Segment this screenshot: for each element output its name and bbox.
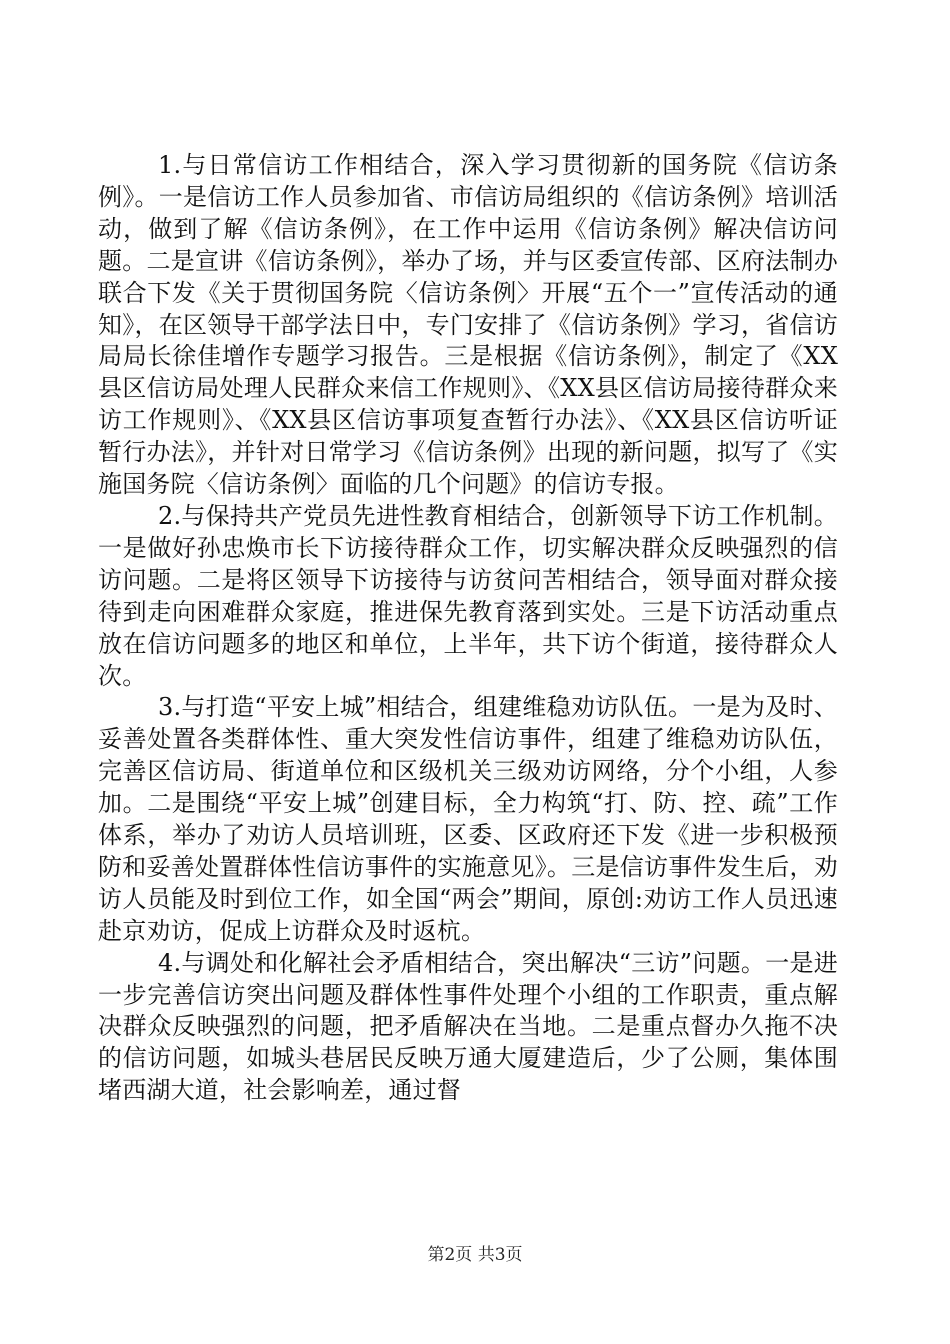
document-body (98, 150, 838, 1107)
paragraph-2: 2.与保持共产党员先进性教育相结合，创新领导下访工作机制。一是做好孙忠焕市长下访接待群众工作，切实解决群众反映强烈的信访问题。二是将区领导下访接待与访贫问苦相结合，领导面对群众接待到走向困难群众家庭，推进保先教育落到实处。三是下访活动重点放在信访问题多的地区和单位，上半年，共下访个街道，接待群众人次。 (98, 501, 838, 690)
page-number-footer: 第2页 共3页 (427, 1245, 523, 1265)
paragraph-1: 1.与日常信访工作相结合，深入学习贯彻新的国务院《信访条例》。一是信访工作人员参加省、市信访局组织的《信访条例》培训活动，做到了解《信访条例》，在工作中运用《信访条例》解决信访问题。二是宣讲《信访条例》，举办了场，并与区委宣传部、区府法制办联合下发《关于贯彻国务院〈信访条例〉开展“五个一”宣传活动的通知》，在区领导干部学法日中，专门安排了《信访条例》学习，省信访局局长徐佳增作专题学习报告。三是根据《信访条例》，制定了《XX县区信访局处理人民群众来信工作规则》、《XX县区信访局接待群众来访工作规则》、《XX县区信访事项复查暂行办法》、《XX县区信访听证暂行办法》，并针对日常学习《信访条例》出现的新问题，拟写了《实施国务院〈信访条例〉面临的几个问题》的信访专报。 (98, 151, 838, 499)
paragraph-4: 4.与调处和化解社会矛盾相结合，突出解决“三访”问题。一是进一步完善信访突出问题及群体性事件处理个小组的工作职责，重点解决群众反映强烈的问题，把矛盾解决在当地。二是重点督办久拖不决的信访问题，如城头巷居民反映万通大厦建造后，少了公厕，集体围堵西湖大道，社会影响差，通过督 (98, 948, 838, 1105)
paragraph-3: 3.与打造“平安上城”相结合，组建维稳劝访队伍。一是为及时、妥善处置各类群体性、重大突发性信访事件，组建了维稳劝访队伍，完善区信访局、街道单位和区级机关三级劝访网络，分个小组，人参加。二是围绕“平安上城”创建目标，全力构筑“打、防、控、疏”工作体系，举办了劝访人员培训班，区委、区政府还下发《进一步积极预防和妥善处置群体性信访事件的实施意见》。三是信访事件发生后，劝访人员能及时到位工作，如全国“两会”期间，原创:劝访工作人员迅速赴京劝访，促成上访群众及时返杭。 (98, 693, 838, 945)
